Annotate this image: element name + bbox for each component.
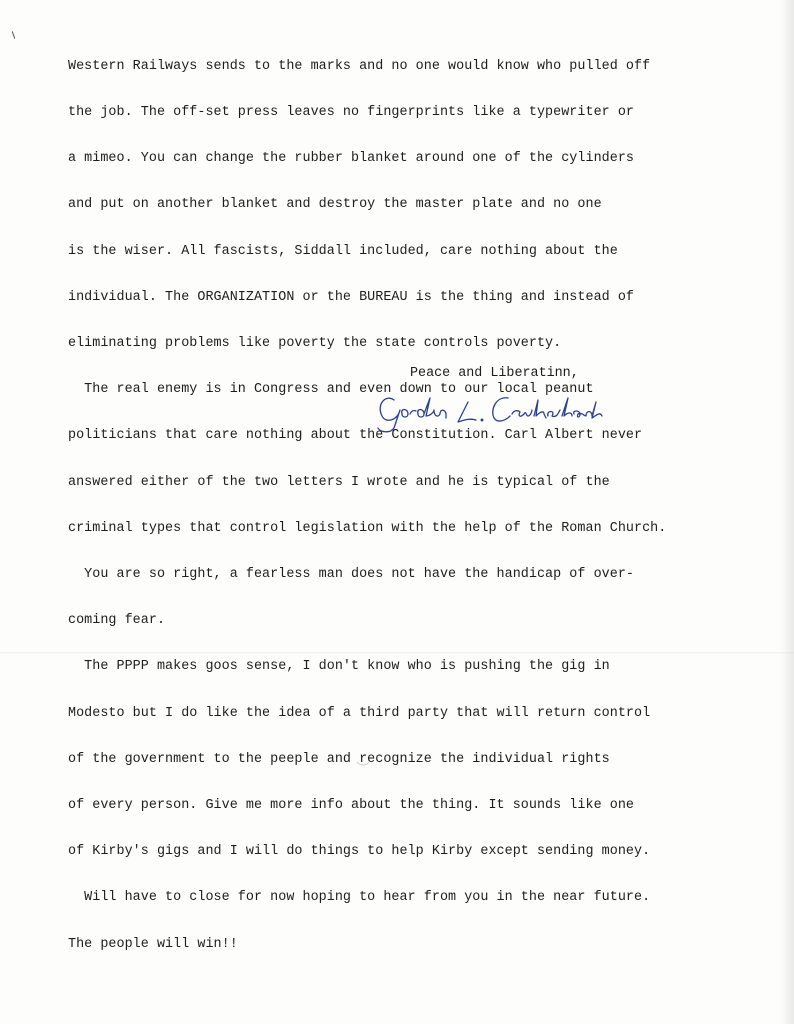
letter-line: the job. The off-set press leaves no fingerprints like a typewriter or <box>68 105 634 121</box>
letter-line: Modesto but I do like the idea of a third party that will return control <box>68 705 651 721</box>
letter-line: The people will win!! <box>68 936 238 952</box>
letter-line: Western Railways sends to the marks and no one would know who pulled off <box>68 58 651 74</box>
letter-line: of Kirby's gigs and I will do things to help Kirby except sending money. <box>68 844 651 860</box>
closing-salutation: Peace and Liberatinn, <box>410 366 579 381</box>
letter-line: eliminating problems like poverty the state controls poverty. <box>68 336 562 352</box>
letter-line: The real enemy is in Congress and even down to our local peanut <box>68 382 594 398</box>
letter-body <box>68 28 768 983</box>
paper-speck <box>356 754 370 760</box>
letter-line: You are so right, a fearless man does not have the handicap of over- <box>68 567 634 583</box>
letter-line: and put on another blanket and destroy the master plate and no one <box>68 197 602 213</box>
handwritten-signature <box>372 380 672 436</box>
letter-line: of the government to the peeple and recognize the individual rights <box>68 751 610 767</box>
page-edge-shadow <box>780 0 794 1024</box>
letter-line: is the wiser. All fascists, Siddall included, care nothing about the <box>68 243 618 259</box>
letter-line: answered either of the two letters I wrote and he is typical of the <box>68 474 610 490</box>
letter-line: a mimeo. You can change the rubber blanket around one of the cylinders <box>68 151 634 167</box>
paper-fold <box>0 652 794 654</box>
letter-line: politicians that care nothing about the Constitution. Carl Albert never <box>68 428 643 444</box>
letter-line: individual. The ORGANIZATION or the BUREAU is the thing and instead of <box>68 289 634 305</box>
ink-mark <box>12 26 15 34</box>
letter-line: The PPPP makes goos sense, I don't know who is pushing the gig in <box>68 659 610 675</box>
letter-line: of every person. Give me more info about the thing. It sounds like one <box>68 798 634 814</box>
letter-line: coming fear. <box>68 613 166 629</box>
letter-line: Will have to close for now hoping to hear from you in the near future. <box>68 890 651 906</box>
letter-line: criminal types that control legislation with the help of the Roman Church. <box>68 520 667 536</box>
